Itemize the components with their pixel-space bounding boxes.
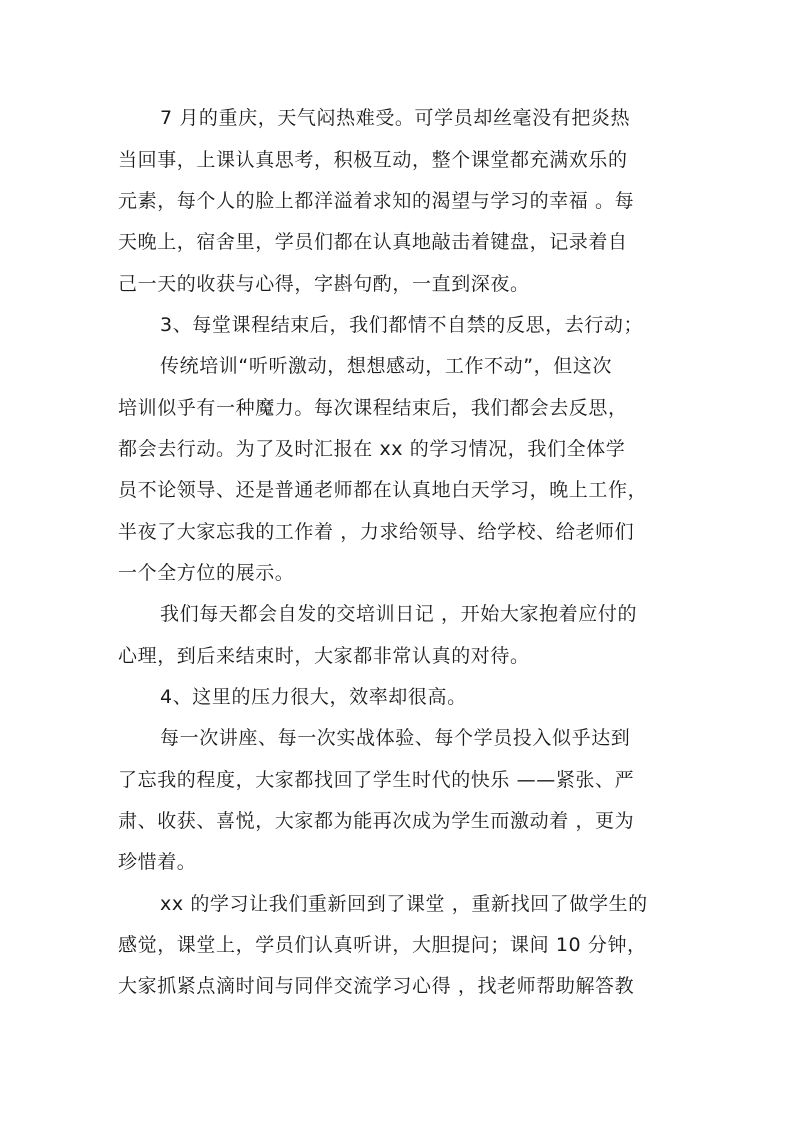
paragraph-line: 传统培训“听听激动，想想感动，工作不动”，但这次 <box>160 355 613 377</box>
paragraph-line: 我们每天都会自发的交培训日记 ，开始大家抱着应付的 <box>160 603 638 625</box>
paragraph-line: 肃、收获、喜悦，大家都为能再次成为学生而激动着 ，更为 <box>118 810 635 832</box>
section-heading-4: 4、这里的压力很大，效率却很高。 <box>160 686 467 708</box>
paragraph-line: 半夜了大家忘我的工作着 ，力求给领导、给学校、给老师们 <box>118 521 635 543</box>
paragraph-line: 了忘我的程度，大家都找回了学生时代的快乐 ——紧张、严 <box>118 769 635 791</box>
paragraph-line: xx 的学习让我们重新回到了课堂 ，重新找回了做学生的 <box>160 893 648 915</box>
paragraph-line: 每一次讲座、每一次实战体验、每个学员投入似乎达到 <box>160 727 631 749</box>
paragraph-line: 感觉，课堂上，学员们认真听讲，大胆提问；课间 10 分钟， <box>118 934 647 956</box>
paragraph-line: 都会去行动。为了及时汇报在 xx 的学习情况，我们全体学 <box>118 438 626 460</box>
paragraph-line: 当回事，上课认真思考，积极互动，整个课堂都充满欢乐的 <box>118 149 628 171</box>
paragraph-line: 员不论领导、还是普通老师都在认真地白天学习，晚上工作， <box>118 479 648 501</box>
paragraph-line: 培训似乎有一种魔力。每次课程结束后，我们都会去反思， <box>118 397 628 419</box>
section-heading-3: 3、每堂课程结束后，我们都情不自禁的反思，去行动； <box>160 314 644 336</box>
paragraph-line: 元素，每个人的脸上都洋溢着求知的渴望与学习的幸福 。每 <box>118 190 635 212</box>
paragraph-line: 心理，到后来结束时，大家都非常认真的对待。 <box>118 645 530 667</box>
paragraph-line: 一个全方位的展示。 <box>118 562 295 584</box>
paragraph-line: 大家抓紧点滴时间与同伴交流学习心得 ，找老师帮助解答教 <box>118 975 635 997</box>
paragraph-line: 己一天的收获与心得，字斟句酌，一直到深夜。 <box>118 273 530 295</box>
paragraph-line: 天晚上，宿舍里，学员们都在认真地敲击着键盘，记录着自 <box>118 231 628 253</box>
paragraph-line: 7 月的重庆，天气闷热难受。可学员却丝毫没有把炎热 <box>160 107 631 129</box>
paragraph-line: 珍惜着。 <box>118 851 197 873</box>
